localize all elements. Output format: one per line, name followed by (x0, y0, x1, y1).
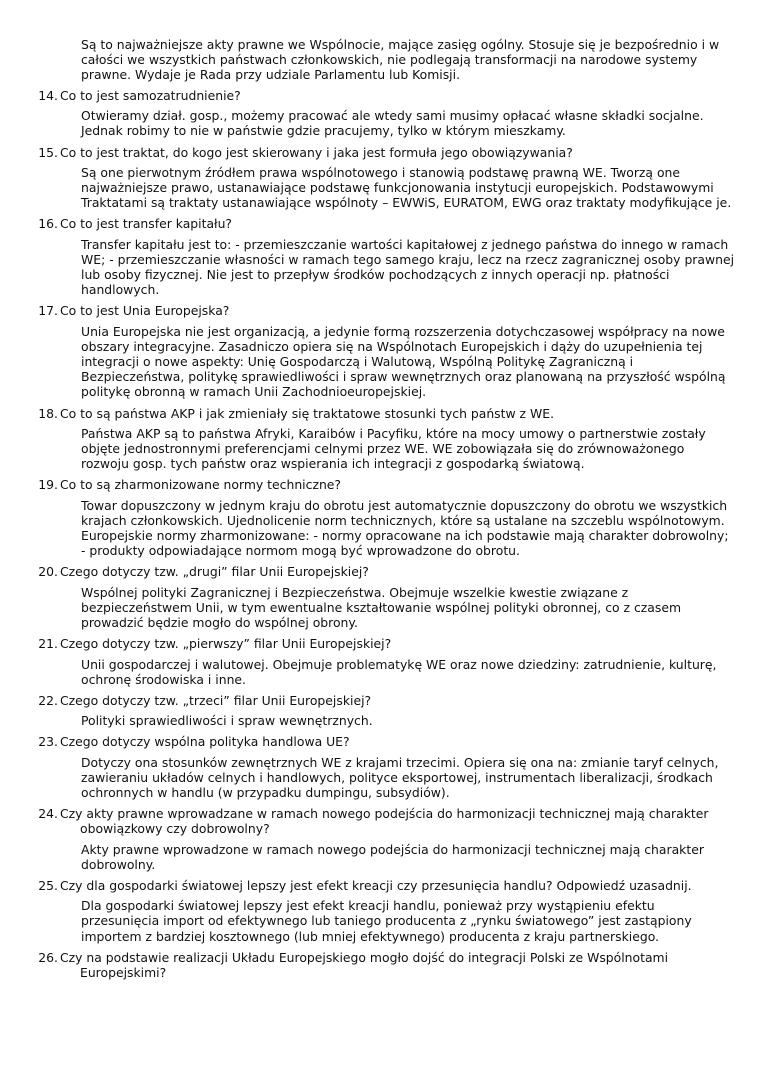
question-text: Czy na podstawie realizacji Układu Europejskiego mogło dojść do integracji Polski ze Wspólnotami Europejskimi? (60, 949, 669, 980)
qa-item-26 (0, 950, 760, 980)
question-text: Co to są państwa AKP i jak zmieniały się traktatowe stosunki tych państw z WE. (60, 405, 555, 421)
question-row (0, 950, 760, 980)
answer-text: Są one pierwotnym źródłem prawa wspólnotowego i stanowią podstawę prawną WE. Tworzą one najważniejsze prawo, ustanawiające podstawę funkcjonowania instytucji europejskich. Podstawowymi Traktatami są traktaty ustanawiające wspólnoty – EWWiS, EURATOM, EWG oraz traktaty modyfikujące je. (81, 164, 732, 211)
intro-paragraph: Są to najważniejsze akty prawne we Wspólnocie, mające zasięg ogólny. Stosuje się je bezpośrednio i w całości we wszystkich państwach członkowskich, nie podlegają transformacji na narodowe systemy prawne. Wydaje je Rada przy udziale Parlamentu lub Komisji. (81, 37, 720, 83)
answer-text: Wspólnej polityki Zagranicznej i Bezpieczeństwa. Obejmuje wszelkie kwestie związane z bezpieczeństwem Unii, w tym ewentualne kształtowanie wspólnej polityki obronnej, co z czasem prowadzić będzie mogło do wspólnej obrony. (81, 584, 682, 631)
qa-item-15 (0, 145, 760, 211)
question-row (0, 878, 760, 893)
qa-item-21 (0, 636, 760, 687)
answer-text: Towar dopuszczony w jednym kraju do obrotu jest automatycznie dopuszczony do obrotu we wszystkich krajach członkowskich. Ujednolicenie norm technicznych, które są ustalane na szczeblu wspólnotowym. Europejskie normy zharmonizowane: - normy opracowane na ich podstawie mają charakter dobrowolny; - produkty odpowiadające normom mogą być wprowadzone do obrotu. (81, 497, 729, 559)
question-number: 25. (38, 877, 58, 893)
qa-item-18 (0, 406, 760, 472)
question-row (0, 806, 760, 836)
question-number: 24. (38, 806, 58, 822)
answer-text: Dla gospodarki światowej lepszy jest efekt kreacji handlu, ponieważ przy wystąpieniu efektu przesunięcia import od efektywnego lub taniego producenta z „rynku światowego” jest zastąpiony importem z bardziej kosztownego (lub mniej efektywnego) producenta z kraju partnerskiego. (81, 898, 692, 944)
qa-item-19 (0, 477, 760, 558)
question-text: Czego dotyczy wspólna polityka handlowa UE? (60, 734, 350, 750)
question-row (0, 216, 760, 231)
answer-text: Państwa AKP są to państwa Afryki, Karaibów i Pacyfiku, które na mocy umowy o partnerstwie zostały objęte jednostronnymi preferencjami celnymi przez WE. WE zobowiązała się do zrównoważonego rozwoju gosp. tych państw oraz wspierania ich integracji z gospodarką światową. (81, 425, 706, 472)
question-text: Czy dla gospodarki światowej lepszy jest efekt kreacji czy przesunięcia handlu? Odpowiedź uzasadnij. (60, 877, 692, 893)
question-row (0, 693, 760, 708)
qa-item-20 (0, 564, 760, 630)
qa-item-14 (0, 88, 760, 139)
qa-item-23 (0, 734, 760, 800)
question-number: 23. (38, 734, 58, 750)
question-list (0, 88, 760, 980)
question-text: Czy akty prawne wprowadzane w ramach nowego podejścia do harmonizacji technicznej mają charakter obowiązkowy czy dobrowolny? (60, 806, 709, 837)
question-row (0, 564, 760, 579)
answer-text: Dotyczy ona stosunków zewnętrznych WE z krajami trzecimi. Opiera się ona na: zmianie taryf celnych, zawieraniu układów celnych i handlowych, polityce eksportowej, instrumentach liberalizacji, środkach ochronnych w handlu (w przypadku dumpingu, subsydiów). (81, 754, 719, 800)
answer-text: Transfer kapitału jest to: - przemieszczanie wartości kapitałowej z jednego państwa do innego w ramach WE; - przemieszczanie własności w ramach tego samego kraju, lecz na rzecz zagranicznej osoby prawnej lub osoby fizycznej. Nie jest to przepływ środków pochodzących z innych operacji np. płatności handlowych. (81, 236, 735, 298)
question-number: 14. (38, 88, 58, 103)
answer-text: Polityki sprawiedliwości i spraw wewnętrznych. (81, 713, 373, 729)
question-row (0, 303, 760, 318)
question-number: 15. (38, 144, 58, 160)
qa-item-24 (0, 806, 760, 872)
answer-text: Unia Europejska nie jest organizacją, a jedynie formą rozszerzenia dotychczasowej współpracy na nowe obszary integracyjne. Zasadniczo opiera się na Wspólnotach Europejskich i dąży do uzupełnienia tej integracji o nowe aspekty: Unię Gospodarczą i Walutową, Wspólną Politykę Zagraniczną i Bezpieczeństwa, politykę sprawiedliwości i spraw wewnętrznych oraz planowaną na przyszłość wspólną politykę obronną w ramach Unii Zachodnioeuropejskiej. (81, 323, 726, 400)
question-number: 16. (38, 216, 58, 232)
qa-item-17 (0, 303, 760, 399)
question-number: 20. (38, 564, 58, 580)
question-row (0, 734, 760, 749)
question-row (0, 145, 760, 160)
answer-text: Unii gospodarczej i walutowej. Obejmuje problematykę WE oraz nowe dziedziny: zatrudnienie, kulturę, ochronę środowiska i inne. (81, 656, 717, 687)
question-row (0, 477, 760, 492)
question-row (0, 406, 760, 421)
answer-text: Akty prawne wprowadzone w ramach nowego podejścia do harmonizacji technicznej mają charakter dobrowolny. (81, 841, 704, 872)
question-number: 19. (38, 477, 58, 493)
question-number: 26. (38, 949, 58, 965)
question-number: 18. (38, 405, 58, 421)
question-number: 21. (38, 636, 58, 652)
question-row (0, 88, 760, 103)
answer-text: Otwieramy dział. gosp., możemy pracować ale wtedy sami musimy opłacać własne składki socjalne. Jednak robimy to nie w państwie gdzie pracujemy, tylko w którym mieszkamy. (81, 108, 704, 139)
question-row (0, 636, 760, 651)
qa-item-16 (0, 216, 760, 297)
question-text: Co to jest Unia Europejska? (60, 303, 230, 319)
question-text: Co to jest transfer kapitału? (60, 216, 232, 232)
question-text: Co to są zharmonizowane normy techniczne? (60, 477, 341, 493)
question-text: Czego dotyczy tzw. „drugi” filar Unii Europejskiej? (60, 564, 369, 580)
question-text: Co to jest samozatrudnienie? (60, 88, 241, 103)
qa-item-22 (0, 693, 760, 728)
qa-item-25 (0, 878, 760, 944)
question-text: Czego dotyczy tzw. „pierwszy” filar Unii Europejskiej? (60, 636, 392, 652)
question-number: 22. (38, 692, 58, 708)
question-text: Co to jest traktat, do kogo jest skierowany i jaka jest formuła jego obowiązywania? (60, 144, 573, 160)
question-text: Czego dotyczy tzw. „trzeci” filar Unii Europejskiej? (60, 692, 372, 708)
question-number: 17. (38, 303, 58, 319)
